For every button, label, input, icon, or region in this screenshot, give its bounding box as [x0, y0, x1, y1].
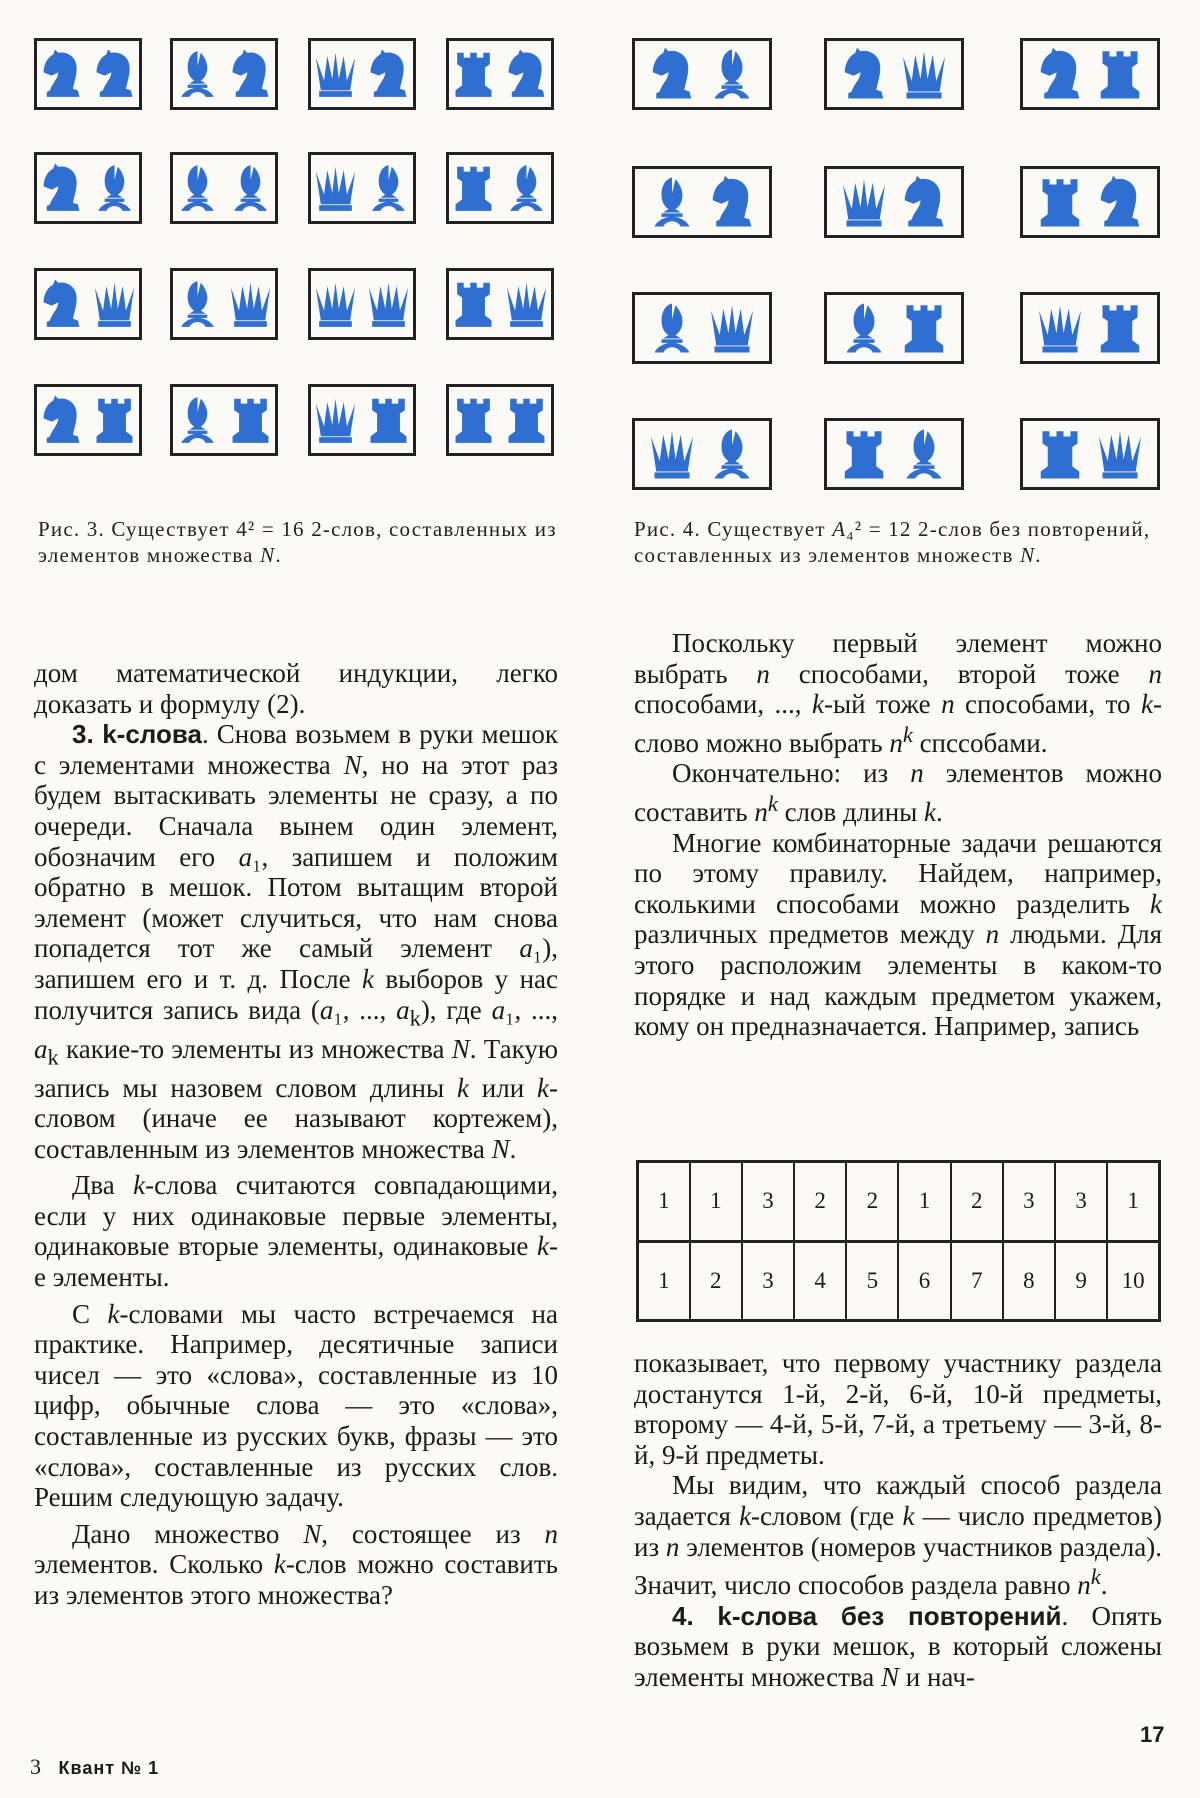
queen-icon [1092, 426, 1148, 482]
word-tile [308, 152, 416, 224]
queen-icon [896, 46, 952, 102]
knight-icon [37, 46, 86, 102]
queen-icon [226, 276, 275, 332]
rook-icon [364, 392, 413, 448]
queen-icon [836, 174, 892, 230]
knight-icon [502, 46, 551, 102]
word-tile [824, 292, 964, 364]
rook-icon [90, 392, 139, 448]
paragraph: Поскольку первый элемент можно выбрать n способами, второй тоже n способами, ..., k-ый тоже n способами, то k-слово можно выбрать $n^k$ спссобами. [634, 628, 1162, 758]
word-tile [824, 38, 964, 110]
bishop-icon [173, 276, 222, 332]
paragraph: Окончательно: из n элементов можно составить $n^k$ слов длины k. [634, 758, 1162, 827]
paragraph: 4. k-слова без повторений. Опять возьмем в руки мешок, в который сложены элементы множества N и нач- [634, 1600, 1163, 1692]
word-tile [308, 268, 416, 340]
word-tile [34, 38, 142, 110]
table-cell: 7 [951, 1241, 1003, 1321]
rook-icon [1092, 300, 1148, 356]
paragraph: дом математической индукции, легко доказать и формулу (2). [34, 658, 558, 719]
figure-4-caption: Рис. 4. Существует A₄² = 12 2-слов без повторений, составленных из элементов множеств N. [634, 517, 1151, 567]
bishop-icon [896, 426, 952, 482]
table-cell: 6 [898, 1241, 950, 1321]
word-tile [308, 38, 416, 110]
table-cell: 2 [951, 1162, 1003, 1242]
word-tile [632, 166, 772, 238]
queen-icon [704, 300, 760, 356]
queen-icon [311, 46, 360, 102]
rook-icon [836, 426, 892, 482]
word-tile [170, 268, 278, 340]
queen-icon [311, 160, 360, 216]
word-tile [632, 418, 772, 490]
word-tile [446, 38, 554, 110]
figure-3-caption: Рис. 3. Существует 4² = 16 2-слов, составленных из элементов множества N. [38, 517, 557, 567]
table-cell: 2 [690, 1241, 742, 1321]
knight-icon [1092, 174, 1148, 230]
word-tile [632, 38, 772, 110]
word-tile [824, 418, 964, 490]
bishop-icon [704, 46, 760, 102]
word-tile [34, 384, 142, 456]
paragraph: Два k-слова считаются совпадающими, если у них одинаковые первые элементы, одинаковые вторые элементы, одинаковые k-е элементы. [34, 1170, 559, 1293]
table-cell: 1 [638, 1162, 690, 1242]
word-tile [632, 292, 772, 364]
rook-icon [1092, 46, 1148, 102]
word-tile [170, 384, 278, 456]
page-number: 17 [1140, 1722, 1165, 1747]
word-tile [446, 384, 554, 456]
word-tile [1020, 418, 1160, 490]
rook-icon [502, 392, 551, 448]
bishop-icon [644, 300, 700, 356]
rook-icon [1032, 426, 1088, 482]
word-tile [170, 38, 278, 110]
table-cell: 1 [638, 1241, 690, 1321]
table-cell: 3 [742, 1162, 794, 1242]
word-tile [34, 268, 142, 340]
rook-icon [226, 392, 275, 448]
queen-icon [644, 426, 700, 482]
journal-name: Квант № 1 [58, 1758, 160, 1778]
rook-icon [449, 392, 498, 448]
bishop-icon [173, 46, 222, 102]
paragraph: С k-словами мы часто встречаемся на практике. Например, десятичные записи чисел — это «слова», составленные из 10 цифр, обычные слова — это «слова», составленные из русских букв, фразы — это «слова», составленные из русских слов. Решим следующую задачу. [34, 1298, 558, 1513]
rook-icon [1032, 174, 1088, 230]
table-cell: 1 [1107, 1162, 1159, 1242]
rook-icon [449, 46, 498, 102]
knight-icon [836, 46, 892, 102]
paragraph: 3. k-слова. Снова возьмем в руки мешок с элементами множества N, но на этот раз будем вытаскивать элементы не сразу, а по очереди. Сначала вынем один элемент, обозначим его a₁, запишем и положим обратно в мешок. Потом вытащим второй элемент (может случиться, что нам снова попадется тот же самый элемент a₁), запишем его и т. д. После k выборов у нас получится запись вида (a₁, ..., $a_k$), где a₁, ..., $a_k$ какие-то элементы из множества N. Такую запись мы назовем словом длины k или k-словом (иначе ее называют кортежем), составленным из элементов множества N. [34, 719, 559, 1164]
table-cell: 5 [846, 1241, 898, 1321]
queen-icon [311, 276, 360, 332]
word-tile [446, 152, 554, 224]
bishop-icon [836, 300, 892, 356]
table-cell: 3 [1055, 1162, 1107, 1242]
word-tile [1020, 166, 1160, 238]
knight-icon [90, 46, 139, 102]
word-tile [308, 384, 416, 456]
paragraph: Мы видим, что каждый способ раздела задается k-словом (где k — число предметов) из n элементов (номеров участников раздела). Значит, число способов раздела равно $n^k$. [634, 1470, 1162, 1601]
table-cell: 8 [1003, 1241, 1055, 1321]
table-cell: 1 [898, 1162, 950, 1242]
rook-icon [449, 276, 498, 332]
right-column-top [634, 628, 1162, 1042]
table-cell: 1 [690, 1162, 742, 1242]
table-row [638, 1241, 1160, 1321]
table-cell: 2 [794, 1162, 846, 1242]
table-cell: 10 [1107, 1241, 1159, 1321]
right-column-bottom [634, 1348, 1162, 1693]
bishop-icon [644, 174, 700, 230]
rook-icon [896, 300, 952, 356]
left-column [34, 658, 558, 1611]
word-tile [824, 166, 964, 238]
knight-icon [37, 276, 86, 332]
bishop-icon [90, 160, 139, 216]
paragraph: Многие комбинаторные задачи решаются по этому правилу. Найдем, например, сколькими способами можно разделить k различных предметов между n людьми. Для этого расположим элементы в каком-то порядке и над каждым предметом укажем, кому он предназначается. Например, запись [634, 827, 1163, 1042]
word-tile [1020, 38, 1160, 110]
word-tile [1020, 292, 1160, 364]
table-cell: 3 [1003, 1162, 1055, 1242]
bishop-icon [704, 426, 760, 482]
knight-icon [1032, 46, 1088, 102]
bishop-icon [173, 160, 222, 216]
distribution-table [636, 1160, 1161, 1322]
queen-icon [311, 392, 360, 448]
section-heading: 4. k-слова без повторений [672, 1600, 1062, 1631]
queen-icon [90, 276, 139, 332]
table-cell: 4 [794, 1241, 846, 1321]
bishop-icon [226, 160, 275, 216]
knight-icon [226, 46, 275, 102]
bishop-icon [173, 392, 222, 448]
queen-icon [364, 276, 413, 332]
paragraph: Дано множество N, состоящее из n элементов. Сколько k-слов можно составить из элементов этого множества? [34, 1518, 558, 1610]
word-tile [446, 268, 554, 340]
table-cell: 3 [742, 1241, 794, 1321]
bishop-icon [364, 160, 413, 216]
table-cell: 9 [1055, 1241, 1107, 1321]
paragraph: показывает, что первому участнику раздела достанутся 1-й, 2-й, 6-й, 10-й предметы, второму — 4-й, 5-й, 7-й, а третьему — 3-й, 8-й, 9-й предметы. [634, 1348, 1162, 1470]
bishop-icon [502, 160, 551, 216]
queen-icon [1032, 300, 1088, 356]
footer-left [30, 1754, 159, 1780]
word-tile [170, 152, 278, 224]
queen-icon [502, 276, 551, 332]
knight-icon [644, 46, 700, 102]
signature-number: 3 [30, 1754, 41, 1779]
rook-icon [449, 160, 498, 216]
knight-icon [364, 46, 413, 102]
knight-icon [37, 160, 86, 216]
section-heading: 3. k-слова [72, 719, 202, 750]
table-cell: 2 [846, 1162, 898, 1242]
knight-icon [37, 392, 86, 448]
table-row [638, 1162, 1160, 1242]
knight-icon [704, 174, 760, 230]
knight-icon [896, 174, 952, 230]
word-tile [34, 152, 142, 224]
